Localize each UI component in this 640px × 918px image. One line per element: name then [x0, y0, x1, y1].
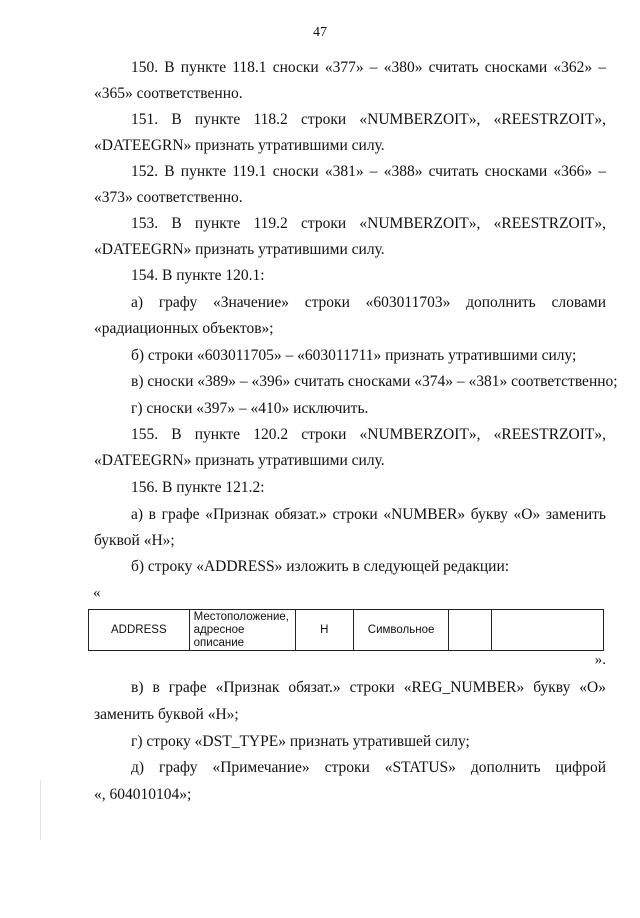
scan-edge-line: [40, 780, 41, 840]
item-156a-line1: а) в графе «Признак обязат.» строки «NUMBER» букву «О» заменить: [131, 506, 606, 523]
item-154a-line2: «радиационных объектов»;: [94, 320, 274, 337]
item-150-line1: 150. В пункте 118.1 сноски «377» – «380» считать сносками «362» –: [131, 59, 606, 76]
cell-type: Символьное: [353, 610, 448, 651]
item-155-line2: «DATEEGRN» признать утратившими силу.: [94, 452, 385, 469]
item-152-line1: 152. В пункте 119.1 сноски «381» – «388» считать сносками «366» –: [131, 163, 606, 180]
item-154: 154. В пункте 120.1:: [131, 267, 265, 284]
quote-close: ».: [594, 652, 606, 668]
item-154b: б) строки «603011705» – «603011711» признать утратившими силу;: [131, 347, 577, 364]
item-156c-line2: заменить буквой «Н»;: [94, 706, 239, 723]
page-number: 47: [313, 25, 327, 40]
item-156d: г) строку «DST_TYPE» признать утратившей силу;: [131, 733, 470, 750]
item-156c-line1: в) в графе «Признак обязат.» строки «REG_NUMBER» букву «О»: [131, 679, 606, 696]
cell-empty-2: [491, 610, 603, 651]
item-154c: в) сноски «389» – «396» считать сносками «374» – «381» соответственно;: [131, 373, 618, 390]
item-156: 156. В пункте 121.2:: [131, 479, 265, 496]
table-row: [89, 610, 604, 651]
item-156e-line1: д) графу «Примечание» строки «STATUS» дополнить цифрой: [131, 759, 606, 776]
cell-description: Местоположение, адресное описание: [189, 610, 295, 651]
item-153-line1: 153. В пункте 119.2 строки «NUMBERZOIT», «REESTRZOIT»,: [131, 215, 606, 232]
quote-open: «: [93, 585, 101, 601]
item-153-line2: «DATEEGRN» признать утратившими силу.: [94, 241, 385, 258]
item-152-line2: «373» соответственно.: [94, 189, 243, 206]
cell-required-flag: Н: [295, 610, 353, 651]
item-151-line2: «DATEEGRN» признать утратившими силу.: [94, 137, 385, 154]
item-151-line1: 151. В пункте 118.2 строки «NUMBERZOIT», «REESTRZOIT»,: [131, 111, 606, 128]
item-150-line2: «365» соответственно.: [94, 85, 243, 102]
item-154a-line1: а) графу «Значение» строки «603011703» дополнить словами: [131, 294, 606, 311]
address-table: [88, 609, 604, 651]
item-154d: г) сноски «397» – «410» исключить.: [131, 400, 369, 417]
item-156a-line2: буквой «Н»;: [94, 532, 175, 549]
cell-field-name: ADDRESS: [89, 610, 190, 651]
item-155-line1: 155. В пункте 120.2 строки «NUMBERZOIT», «REESTRZOIT»,: [131, 426, 606, 443]
item-156b: б) строку «ADDRESS» изложить в следующей редакции:: [131, 558, 510, 575]
item-156e-line2: «, 604010104»;: [94, 786, 192, 803]
cell-empty-1: [449, 610, 491, 651]
